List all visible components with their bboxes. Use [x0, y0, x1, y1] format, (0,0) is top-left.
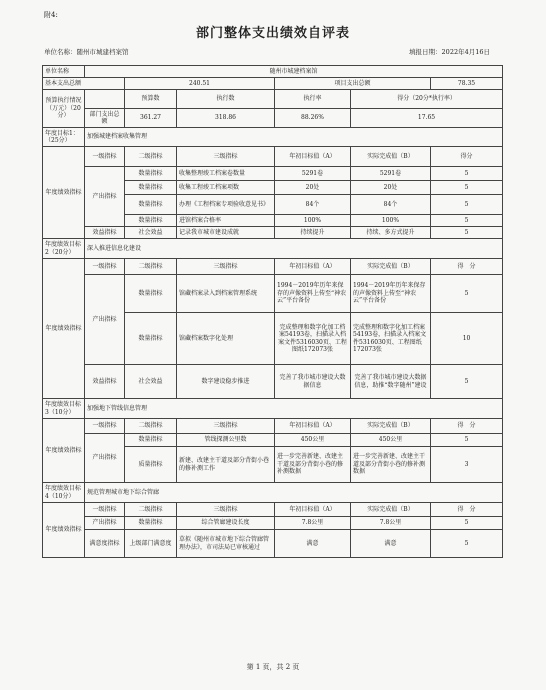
table-row	[43, 365, 503, 399]
cell-l3: 综合管廊建设长度	[177, 517, 275, 530]
header-l3: 三级指标	[177, 419, 275, 434]
cell-score: 5	[431, 227, 503, 239]
goal-row	[43, 483, 503, 503]
cell-l3: 数字建设稳步推进	[177, 365, 275, 399]
annual-indicator-label: 年度绩效指标	[43, 259, 85, 399]
col-score: 得分（20分*执行率）	[351, 90, 503, 109]
cell-target: 100%	[275, 215, 351, 227]
col-budget: 预算数	[125, 90, 177, 109]
cell-target: 20处	[275, 181, 351, 195]
annual-indicator-label: 年度绩效指标	[43, 419, 85, 483]
cell-score: 5	[431, 167, 503, 181]
cell-score: 5	[431, 434, 503, 447]
output-indicator: 产出指标	[85, 434, 125, 483]
evaluation-table	[42, 65, 503, 558]
cell-target: 5291卷	[275, 167, 351, 181]
project-total-label: 项目支出总额	[275, 78, 431, 90]
project-total-value: 78.35	[431, 78, 503, 90]
header-actual: 实际完成值（B）	[351, 259, 431, 275]
header-actual: 实际完成值（B）	[351, 503, 431, 517]
table-row	[43, 259, 503, 275]
header-l3: 三级指标	[177, 147, 275, 167]
header-score: 得分	[431, 147, 503, 167]
exec-value: 318.86	[177, 109, 275, 128]
table-row	[43, 167, 503, 181]
cell-score: 3	[431, 447, 503, 483]
budget-label: 预算执行情况（万元）（20分）	[43, 90, 85, 128]
cell-target: 进一步完善新建、改建主干道及部分背街小巷的修补测数据	[275, 447, 351, 483]
cell-target: 完成整理和数字化加工档案54193卷，扫描录入档案文件5316030页、工程图纸172073张	[275, 313, 351, 365]
cell-target: 84个	[275, 195, 351, 215]
header-l2: 二级指标	[125, 259, 177, 275]
cell-l3: 办理《工程档案专项验收意见书》	[177, 195, 275, 215]
header-l2: 二级指标	[125, 419, 177, 434]
goal-text: 深入推进信息化建设	[85, 239, 503, 259]
cell-score: 5	[431, 275, 503, 313]
quantity-indicator: 数量指标	[125, 517, 177, 530]
benefit-indicator: 效益指标	[85, 227, 125, 239]
cell-l3: 草拟《随州市城市地下综合管廊管理办法》，市司法局已审核通过	[177, 530, 275, 558]
benefit-indicator: 效益指标	[85, 365, 125, 399]
quantity-indicator: 数量指标	[125, 167, 177, 181]
cell-target: 满意	[275, 530, 351, 558]
cell-actual: 20处	[351, 181, 431, 195]
cell-score: 5	[431, 517, 503, 530]
satisfaction-indicator: 满意度指标	[85, 530, 125, 558]
score-value: 17.65	[351, 109, 503, 128]
header-l1: 一级指标	[85, 503, 125, 517]
header-l1: 一级指标	[85, 419, 125, 434]
quantity-indicator: 数量指标	[125, 195, 177, 215]
quality-indicator: 质量指标	[125, 447, 177, 483]
social-indicator: 社会效益	[125, 365, 177, 399]
goal-label: 年度绩效目标2（20分）	[43, 239, 85, 259]
cell-l3: 记录我市城市建设成就	[177, 227, 275, 239]
dept-total-label: 部门支出总额	[85, 109, 125, 128]
unit-name-value: 随州市城建档案馆	[85, 66, 503, 78]
output-indicator: 产出指标	[85, 275, 125, 365]
cell-score: 5	[431, 215, 503, 227]
table-row	[43, 503, 503, 517]
basic-total-label: 基本支出总额	[43, 78, 125, 90]
goal-row	[43, 128, 503, 147]
table-row	[43, 109, 503, 128]
cell-l3: 收集整理竣工档案卷数量	[177, 167, 275, 181]
goal-label: 年度绩效目标3（10分）	[43, 399, 85, 419]
header-score: 得 分	[431, 503, 503, 517]
page-title: 部门整体支出绩效自评表	[195, 26, 350, 41]
goal-text: 加强地下管线信息管理	[85, 399, 503, 419]
annual-indicator-label: 年度绩效指标	[43, 147, 85, 239]
goal-text: 加强城建档案收集管理	[85, 128, 503, 147]
table-row	[43, 434, 503, 447]
cell-l3: 新建、改建主干道及部分背街小巷的修补测工作	[177, 447, 275, 483]
basic-total-value: 240.51	[125, 78, 275, 90]
cell-actual: 1994－2019年历年来保存的声像资料上传至“神农云”平台备份	[351, 275, 431, 313]
table-row	[43, 78, 503, 90]
table-row	[43, 517, 503, 530]
cell-actual: 进一步完善新建、改建主干道及部分背街小巷的修补测数据	[351, 447, 431, 483]
cell-l2: 上级部门满意度	[125, 530, 177, 558]
header-l1: 一级指标	[85, 147, 125, 167]
goal-row	[43, 239, 503, 259]
output-indicator: 产出指标	[85, 517, 125, 530]
table-row	[43, 147, 503, 167]
cell-actual: 7.8公里	[351, 517, 431, 530]
table-row	[43, 90, 503, 109]
cell-target: 1994－2019年历年来保存的声像资料上传至“神农云”平台备份	[275, 275, 351, 313]
cell-score: 10	[431, 313, 503, 365]
header-l3: 三级指标	[177, 259, 275, 275]
cell-actual: 持续、多方式提升	[351, 227, 431, 239]
cell-l3: 管线探测公里数	[177, 434, 275, 447]
header-actual: 实际完成值（B）	[351, 147, 431, 167]
header-l2: 二级指标	[125, 147, 177, 167]
header-target: 年初目标值（A）	[275, 147, 351, 167]
cell-l3: 馆藏档案数字化处理	[177, 313, 275, 365]
cell-actual: 完善了我市城市建设大数据信息，助推“数字随州”建设	[351, 365, 431, 399]
unit-name-line: 单位名称：随州市城建档案馆	[44, 48, 129, 56]
quantity-indicator: 数量指标	[125, 275, 177, 313]
table-row	[43, 530, 503, 558]
cell-score: 5	[431, 181, 503, 195]
table-row	[43, 227, 503, 239]
cell-target: 持续提升	[275, 227, 351, 239]
col-exec: 执行数	[177, 90, 275, 109]
social-indicator: 社会效益	[125, 227, 177, 239]
header-score: 得 分	[431, 259, 503, 275]
header-target: 年初目标值（A）	[275, 419, 351, 434]
cell-actual: 完成整理和数字化加工档案54193卷，扫描录入档案文件5316030页、工程图纸172073张	[351, 313, 431, 365]
goal-text: 规范管理城市地下综合管廊	[85, 483, 503, 503]
quantity-indicator: 数量指标	[125, 215, 177, 227]
cell-actual: 满意	[351, 530, 431, 558]
cell-target: 完善了我市城市建设大数据信息	[275, 365, 351, 399]
quantity-indicator: 数量指标	[125, 313, 177, 365]
attachment-label: 附4:	[44, 11, 58, 19]
cell-score: 5	[431, 530, 503, 558]
rate-value: 88.26%	[275, 109, 351, 128]
goal-label: 年度绩效目标4（10分）	[43, 483, 85, 503]
cell-actual: 84个	[351, 195, 431, 215]
cell-score: 5	[431, 195, 503, 215]
header-target: 年初目标值（A）	[275, 259, 351, 275]
cell-score: 5	[431, 365, 503, 399]
quantity-indicator: 数量指标	[125, 434, 177, 447]
col-rate: 执行率	[275, 90, 351, 109]
header-l2: 二级指标	[125, 503, 177, 517]
goal-row	[43, 399, 503, 419]
annual-indicator-label: 年度绩效指标	[43, 503, 85, 558]
cell-actual: 450公里	[351, 434, 431, 447]
cell-actual: 100%	[351, 215, 431, 227]
header-l1: 一级指标	[85, 259, 125, 275]
table-row	[43, 419, 503, 434]
header-l3: 三级指标	[177, 503, 275, 517]
unit-name-label: 单位名称	[43, 66, 85, 78]
output-indicator: 产出指标	[85, 167, 125, 227]
quantity-indicator: 数量指标	[125, 181, 177, 195]
cell-actual: 5291卷	[351, 167, 431, 181]
header-score: 得 分	[431, 419, 503, 434]
page-number: 第 1 页，共 2 页	[246, 663, 300, 671]
header-target: 年初目标值（A）	[275, 503, 351, 517]
goal-label: 年度目标1：（25分）	[43, 128, 85, 147]
cell-target: 7.8公里	[275, 517, 351, 530]
table-row	[43, 66, 503, 78]
table-row	[43, 275, 503, 313]
cell-l3: 进馆档案合格率	[177, 215, 275, 227]
budget-value: 361.27	[125, 109, 177, 128]
header-actual: 实际完成值（B）	[351, 419, 431, 434]
cell-l3: 馆藏档案录入到档案管理系统	[177, 275, 275, 313]
cell-target: 450公里	[275, 434, 351, 447]
fill-date: 填报日期：2022年4月16日	[409, 48, 490, 56]
cell-l3: 收集工程竣工档案项数	[177, 181, 275, 195]
